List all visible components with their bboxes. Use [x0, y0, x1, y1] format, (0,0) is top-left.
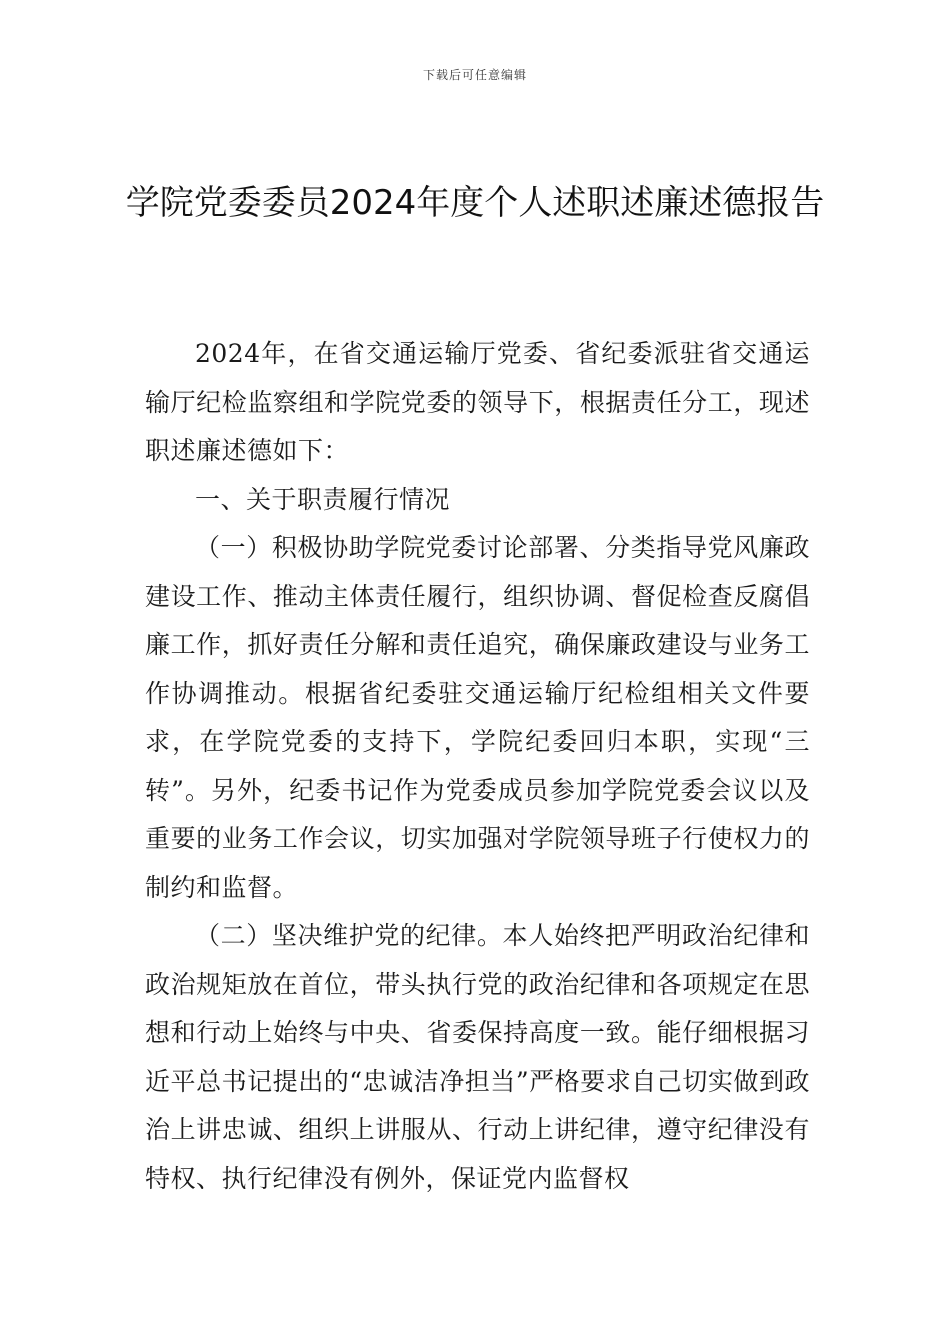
header-note: 下载后可任意编辑: [422, 68, 527, 82]
section-heading-duties: 一、关于职责履行情况: [195, 484, 451, 514]
document-title: 学院党委委员2024年度个人述职述廉述德报告: [125, 183, 825, 223]
paragraph-item-1: （一）积极协助学院党委讨论部署、分类指导党风廉政建设工作、推动主体责任履行，组织协调、督促检查反腐倡廉工作，抓好责任分解和责任追究，确保廉政建设与业务工作协调推动。根据省纪委驻交通运输厅纪检组相关文件要求，在学院党委的支持下，学院纪委回归本职，实现“三转”。另外，纪委书记作为党委成员参加学院党委会议以及重要的业务工作会议，切实加强对学院领导班子行使权力的制约和监督。: [145, 533, 810, 902]
paragraph-intro: 2024年，在省交通运输厅党委、省纪委派驻省交通运输厅纪检监察组和学院党委的领导下，根据责任分工，现述职述廉述德如下：: [145, 339, 810, 465]
document-body: [145, 330, 810, 1203]
paragraph-item-2: （二）坚决维护党的纪律。本人始终把严明政治纪律和政治规矩放在首位，带头执行党的政治纪律和各项规定在思想和行动上始终与中央、省委保持高度一致。能仔细根据习近平总书记提出的“忠诚洁净担当”严格要求自己切实做到政治上讲忠诚、组织上讲服从、行动上讲纪律，遵守纪律没有特权、执行纪律没有例外，保证党内监督权: [145, 921, 810, 1193]
